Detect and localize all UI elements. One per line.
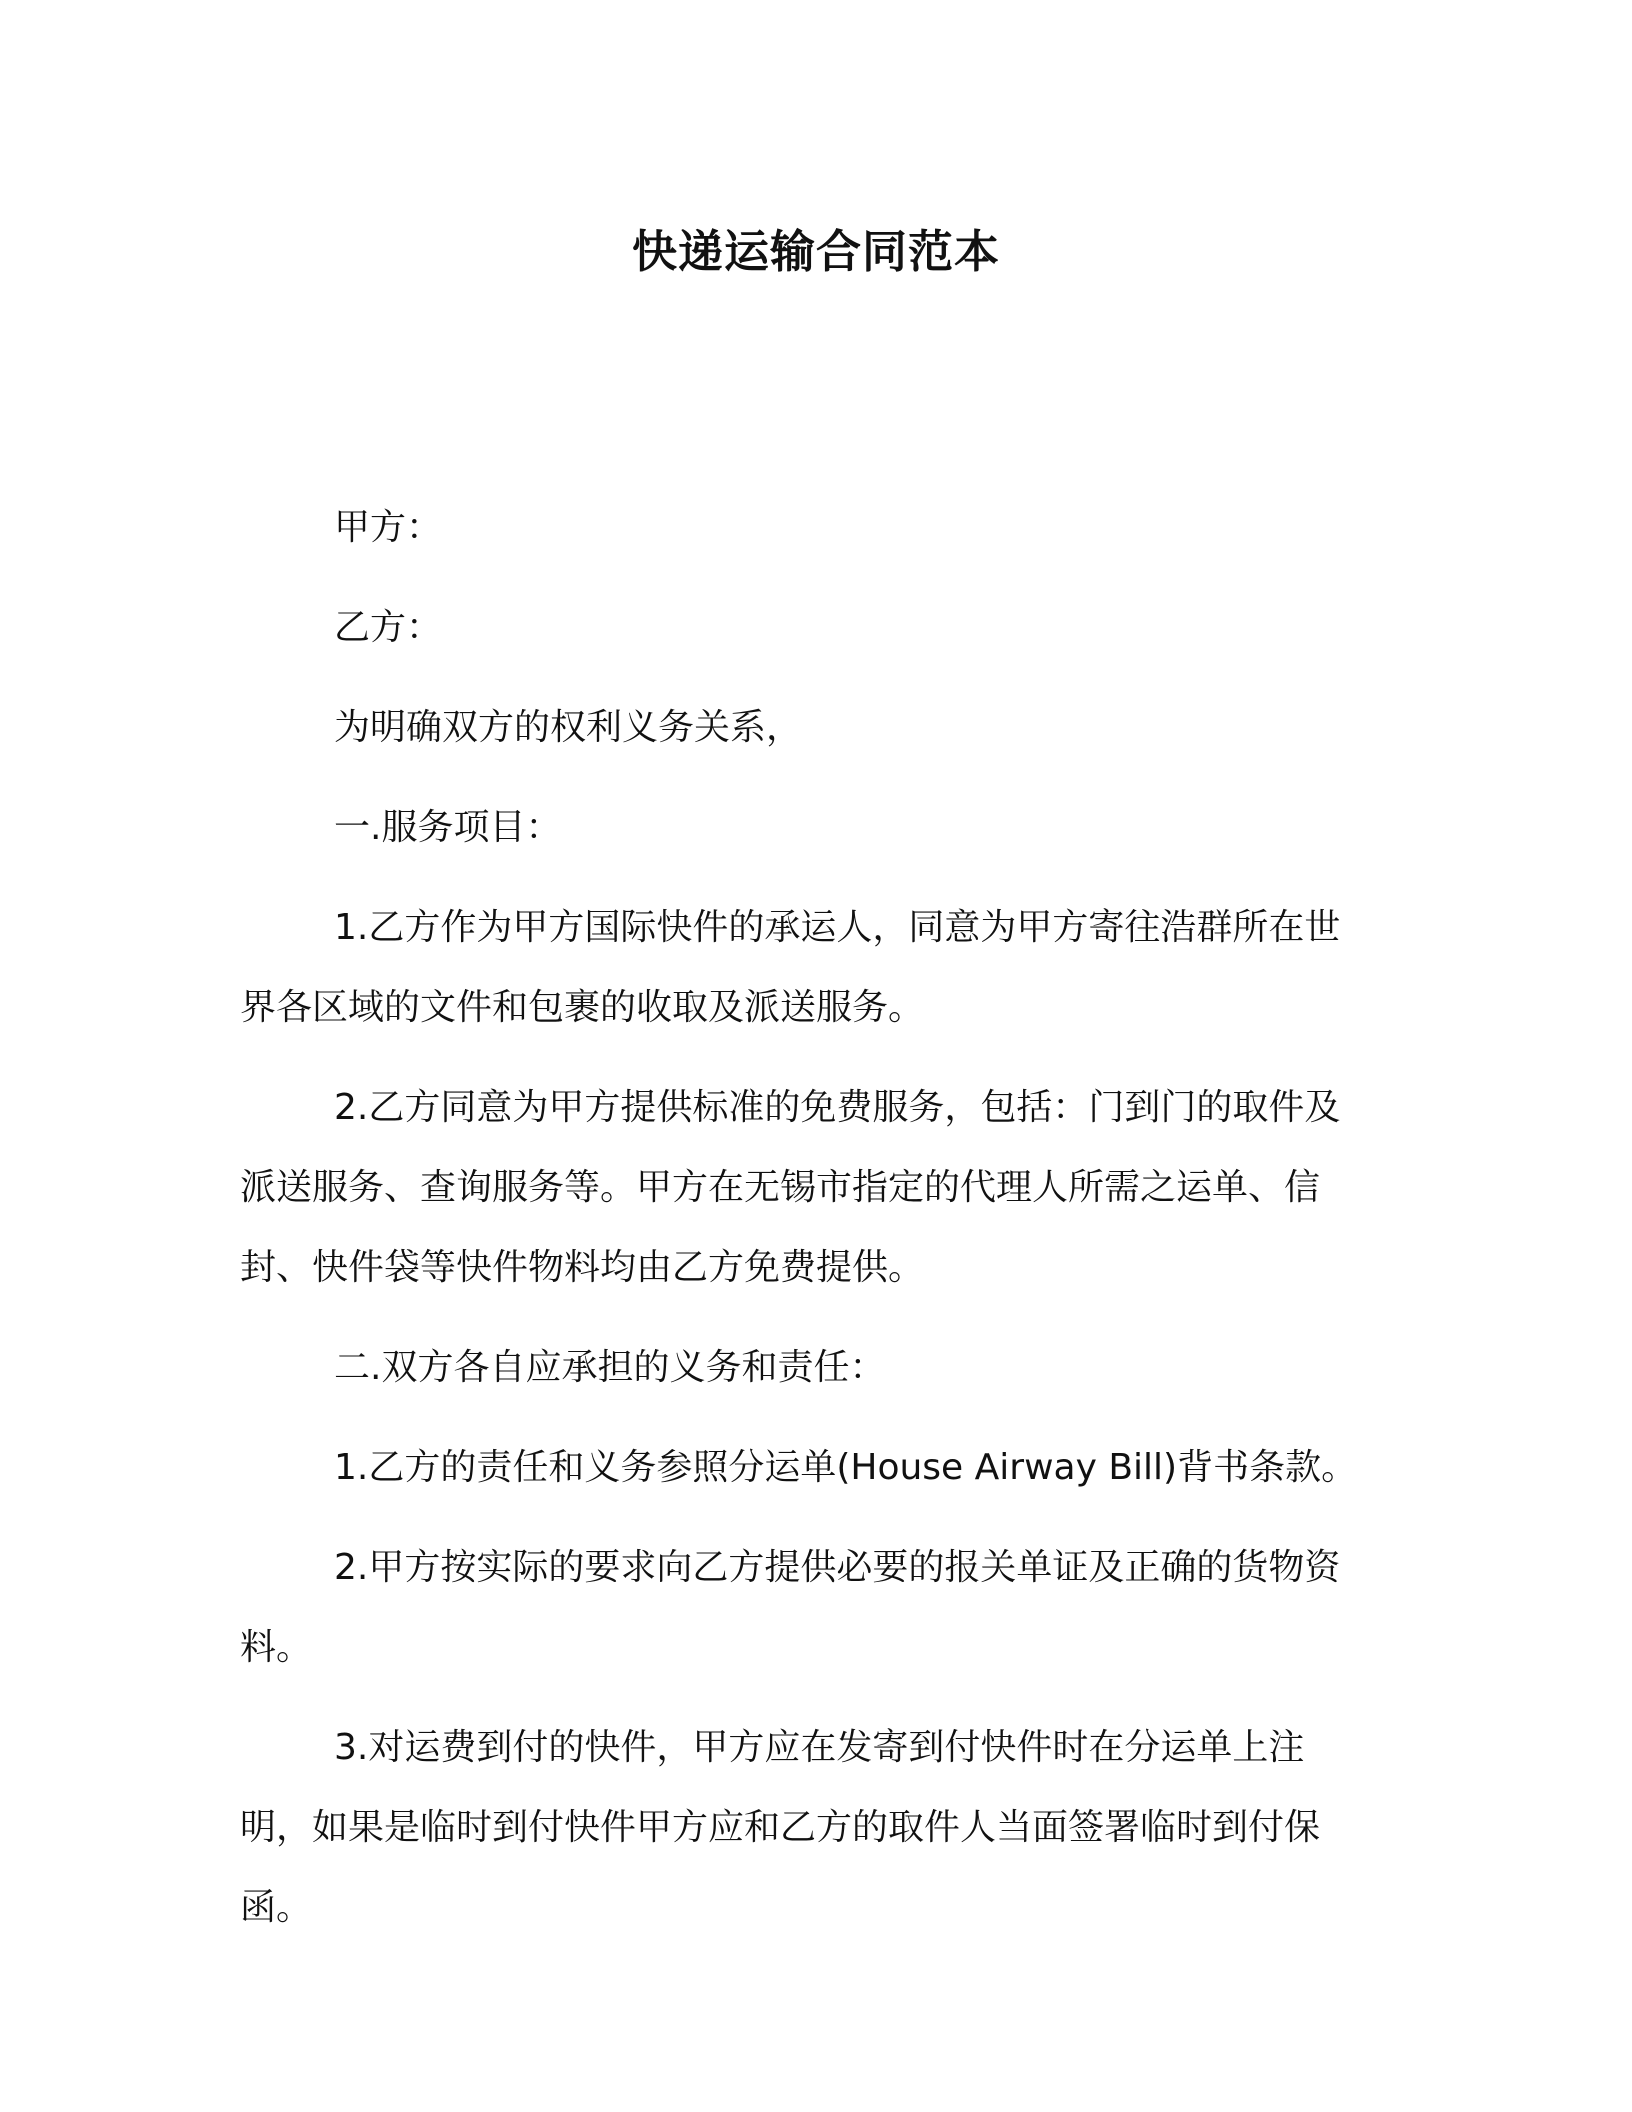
party-b-line: 乙方：: [334, 607, 443, 648]
clause-2-2: 2.甲方按实际的要求向乙方提供必要的报关单证及正确的货物资料。: [240, 1547, 1341, 1668]
clause-1-1: 1.乙方作为甲方国际快件的承运人，同意为甲方寄往浩群所在世界各区域的文件和包裹的收取及派送服务。: [240, 907, 1341, 1028]
clause-2-1: 1.乙方的责任和义务参照分运单(House Airway Bill)背书条款。: [334, 1447, 1358, 1488]
section-heading-services: 一.服务项目：: [334, 807, 562, 848]
clause-1-2: 2.乙方同意为甲方提供标准的免费服务，包括：门到门的取件及派送服务、查询服务等。甲方在无锡市指定的代理人所需之运单、信封、快件袋等快件物料均由乙方免费提供。: [240, 1087, 1341, 1288]
section-heading-obligations: 二.双方各自应承担的义务和责任：: [334, 1347, 886, 1388]
party-a-line: 甲方：: [334, 507, 443, 548]
document-title: 快递运输合同范本: [631, 225, 1000, 278]
clause-2-3: 3.对运费到付的快件，甲方应在发寄到付快件时在分运单上注明，如果是临时到付快件甲方应和乙方的取件人当面签署临时到付保函。: [240, 1727, 1321, 1928]
preamble-paragraph: 为明确双方的权利义务关系，: [334, 707, 803, 748]
